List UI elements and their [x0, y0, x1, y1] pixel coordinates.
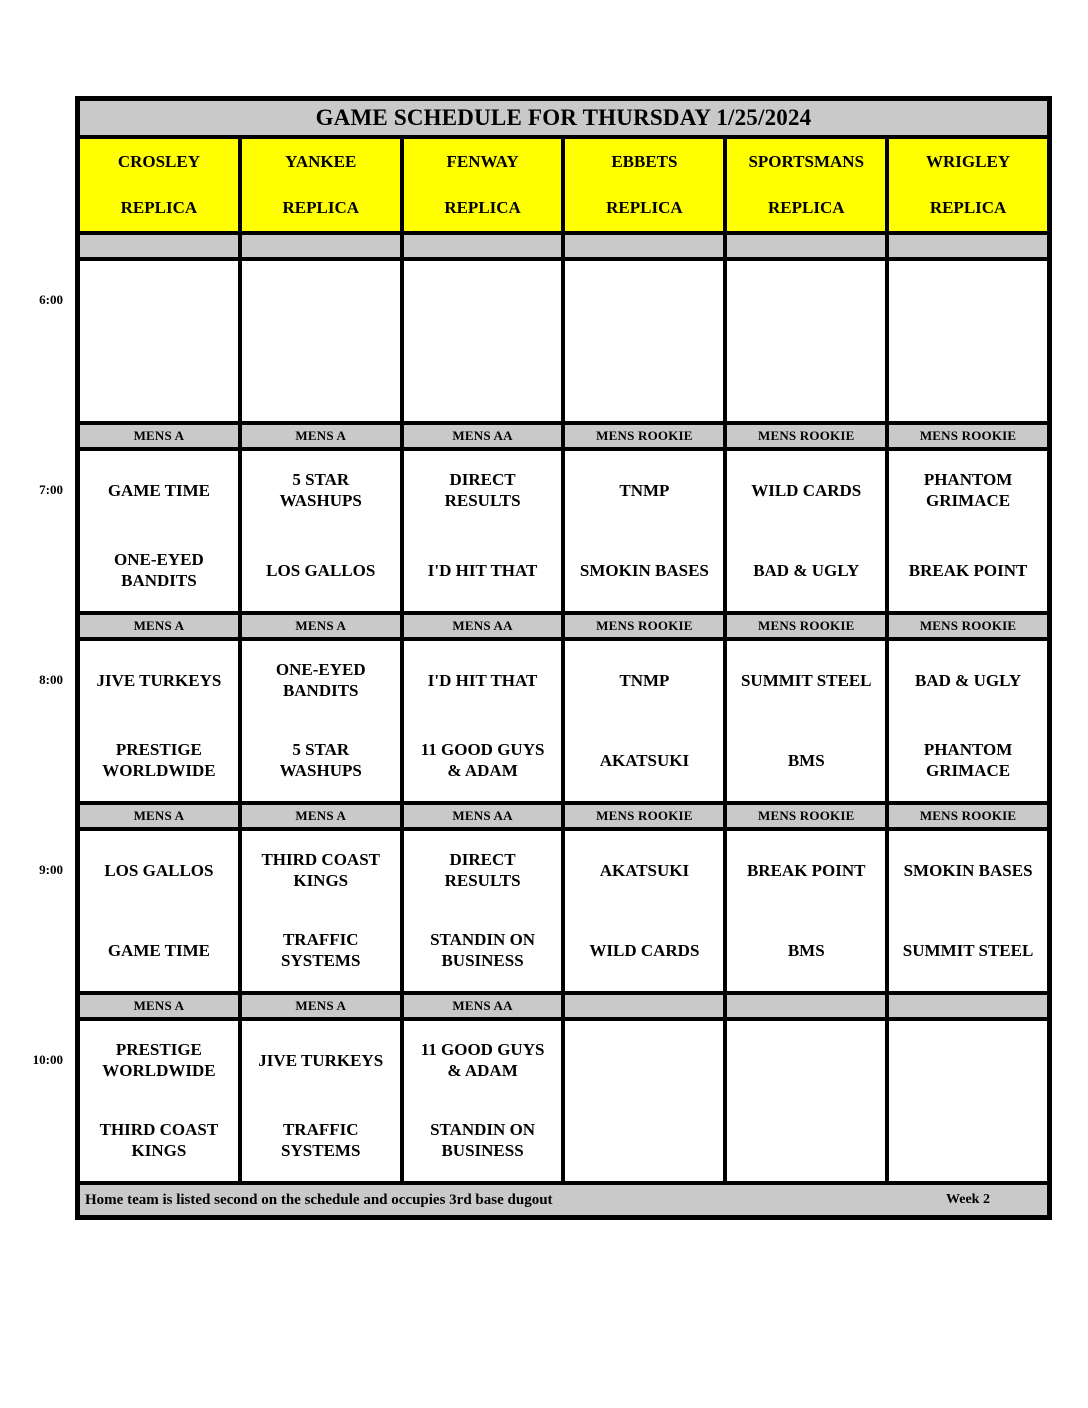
team-home — [727, 341, 885, 421]
league-strip-cell: MENS A — [242, 805, 400, 827]
team-home: PRESTIGE WORLDWIDE — [102, 740, 216, 780]
game-cell — [889, 261, 1047, 421]
team-away — [242, 261, 400, 341]
league-strip-cell — [242, 235, 400, 257]
game-cell — [242, 261, 400, 421]
game-cell — [404, 831, 562, 991]
game-cell — [565, 831, 723, 991]
stadium-name: YANKEE — [285, 152, 357, 171]
team-home: STANDIN ON BUSINESS — [430, 930, 536, 970]
week-label: Week 2 — [946, 1192, 990, 1207]
team-home: PHANTOM GRIMACE — [923, 740, 1013, 780]
league-strip-cell — [889, 995, 1047, 1017]
time-label: 6:00 — [39, 292, 63, 307]
league-strip-cell: MENS AA — [404, 615, 562, 637]
league-strip-cell: MENS A — [80, 805, 238, 827]
league-strip-cell — [727, 995, 885, 1017]
league-strip-cell: MENS ROOKIE — [889, 805, 1047, 827]
team-away: 11 GOOD GUYS & ADAM — [420, 1040, 545, 1080]
team-home: BMS — [787, 940, 825, 960]
team-away — [565, 1021, 723, 1101]
league-strip-cell: MENS ROOKIE — [565, 615, 723, 637]
league-strip-cell: MENS A — [80, 615, 238, 637]
stadium-type: REPLICA — [120, 198, 198, 217]
stadium-name: WRIGLEY — [926, 152, 1011, 171]
league-strip-cell: MENS ROOKIE — [889, 425, 1047, 447]
game-cell — [404, 451, 562, 611]
footer-note: Home team is listed second on the schedule and occupies 3rd base dugout — [85, 1191, 553, 1208]
league-strip-cell: MENS AA — [404, 425, 562, 447]
team-home: ONE-EYED BANDITS — [114, 550, 204, 590]
team-away — [727, 1021, 885, 1101]
game-cell — [889, 641, 1047, 801]
league-strip-cell — [404, 235, 562, 257]
stadium-name: CROSLEY — [117, 152, 200, 171]
time-label: 9:00 — [39, 862, 63, 877]
team-home: GAME TIME — [107, 940, 210, 960]
team-home: 11 GOOD GUYS & ADAM — [420, 740, 545, 780]
league-strip-cell: MENS A — [80, 425, 238, 447]
team-home: 5 STAR WASHUPS — [279, 740, 362, 780]
team-home: SMOKIN BASES — [579, 560, 709, 580]
stadium-type: REPLICA — [282, 198, 359, 217]
team-away: BAD & UGLY — [915, 670, 1022, 690]
game-cell — [404, 1021, 562, 1181]
team-away: TNMP — [619, 670, 670, 690]
league-strip-cell — [727, 235, 885, 257]
column-header-yankee — [242, 139, 400, 231]
stadium-type: REPLICA — [444, 198, 521, 217]
league-strip-cell — [565, 995, 723, 1017]
league-strip-cell: MENS ROOKIE — [889, 615, 1047, 637]
game-cell — [404, 261, 562, 421]
game-cell — [565, 1021, 723, 1181]
game-cell — [80, 1021, 238, 1181]
team-home: BREAK POINT — [908, 560, 1028, 580]
league-strip-cell: MENS A — [242, 615, 400, 637]
game-cell — [727, 451, 885, 611]
team-away — [889, 1021, 1047, 1101]
league-strip-cell: MENS A — [242, 425, 400, 447]
team-home: THIRD COAST KINGS — [99, 1120, 219, 1160]
league-strip-cell — [565, 235, 723, 257]
team-away: DIRECT RESULTS — [444, 850, 521, 890]
team-away: DIRECT RESULTS — [444, 470, 521, 510]
game-cell — [565, 261, 723, 421]
team-away: SMOKIN BASES — [903, 860, 1033, 880]
league-strip-cell: MENS ROOKIE — [727, 805, 885, 827]
team-away: GAME TIME — [107, 480, 210, 500]
game-cell — [565, 451, 723, 611]
team-home: SUMMIT STEEL — [902, 940, 1034, 960]
stadium-name: SPORTSMANS — [748, 152, 865, 171]
game-cell — [242, 1021, 400, 1181]
team-away: LOS GALLOS — [104, 860, 214, 880]
team-away: PHANTOM GRIMACE — [923, 470, 1013, 510]
game-cell — [404, 641, 562, 801]
league-strip-cell: MENS AA — [404, 805, 562, 827]
schedule-table — [75, 96, 1052, 1220]
game-cell — [727, 261, 885, 421]
game-cell — [727, 641, 885, 801]
team-home — [404, 341, 562, 421]
footer-bar — [80, 1185, 1047, 1215]
team-home — [727, 1101, 885, 1181]
team-away: AKATSUKI — [599, 860, 690, 880]
team-home: AKATSUKI — [599, 750, 690, 770]
game-cell — [80, 261, 238, 421]
game-cell — [80, 831, 238, 991]
game-cell — [242, 831, 400, 991]
page-title: GAME SCHEDULE FOR THURSDAY 1/25/2024 — [80, 101, 1047, 135]
team-home — [242, 341, 400, 421]
stadium-name: EBBETS — [611, 152, 678, 171]
stadium-type: REPLICA — [929, 198, 1007, 217]
team-home: TRAFFIC SYSTEMS — [281, 1120, 361, 1160]
team-home: I'D HIT THAT — [427, 560, 538, 580]
team-away: ONE-EYED BANDITS — [275, 660, 366, 700]
column-header-sportsmans — [727, 139, 885, 231]
game-cell — [889, 1021, 1047, 1181]
league-strip-cell — [80, 235, 238, 257]
game-cell — [727, 1021, 885, 1181]
time-label: 7:00 — [39, 482, 63, 497]
league-strip-cell: MENS ROOKIE — [565, 425, 723, 447]
game-cell — [80, 641, 238, 801]
game-cell — [80, 451, 238, 611]
team-away: THIRD COAST KINGS — [261, 850, 381, 890]
team-home: STANDIN ON BUSINESS — [430, 1120, 536, 1160]
game-cell — [565, 641, 723, 801]
team-away — [404, 261, 562, 341]
team-away: WILD CARDS — [751, 480, 862, 500]
league-strip-cell: MENS ROOKIE — [727, 425, 885, 447]
team-home — [889, 341, 1047, 421]
column-header-fenway — [404, 139, 562, 231]
stadium-type: REPLICA — [767, 198, 845, 217]
league-strip-cell: MENS A — [80, 995, 238, 1017]
team-home: TRAFFIC SYSTEMS — [281, 930, 361, 970]
team-home — [565, 341, 723, 421]
team-home — [80, 341, 238, 421]
team-away — [565, 261, 723, 341]
team-away: JIVE TURKEYS — [258, 1050, 384, 1070]
league-strip-cell: MENS A — [242, 995, 400, 1017]
team-away — [889, 261, 1047, 341]
team-home: WILD CARDS — [589, 940, 700, 960]
game-cell — [242, 641, 400, 801]
stadium-name: FENWAY — [446, 152, 519, 171]
team-away: SUMMIT STEEL — [740, 670, 872, 690]
team-away — [80, 261, 238, 341]
team-home: BAD & UGLY — [753, 560, 860, 580]
team-home — [565, 1101, 723, 1181]
team-away: 5 STAR WASHUPS — [279, 470, 362, 510]
league-strip-cell: MENS AA — [404, 995, 562, 1017]
game-cell — [242, 451, 400, 611]
team-home: LOS GALLOS — [266, 560, 376, 580]
column-header-crosley — [80, 139, 238, 231]
team-away: JIVE TURKEYS — [96, 670, 222, 690]
game-cell — [889, 451, 1047, 611]
column-header-ebbets — [565, 139, 723, 231]
league-strip-cell: MENS ROOKIE — [727, 615, 885, 637]
team-home: BMS — [787, 750, 825, 770]
time-label: 10:00 — [32, 1052, 63, 1067]
team-away — [727, 261, 885, 341]
team-away: PRESTIGE WORLDWIDE — [102, 1040, 216, 1080]
team-away: I'D HIT THAT — [427, 670, 538, 690]
league-strip-cell — [889, 235, 1047, 257]
stadium-type: REPLICA — [606, 198, 683, 217]
team-away: BREAK POINT — [746, 860, 866, 880]
team-away: TNMP — [619, 480, 670, 500]
time-label: 8:00 — [39, 672, 63, 687]
column-header-wrigley — [889, 139, 1047, 231]
game-cell — [727, 831, 885, 991]
league-strip-cell: MENS ROOKIE — [565, 805, 723, 827]
team-home — [889, 1101, 1047, 1181]
game-cell — [889, 831, 1047, 991]
